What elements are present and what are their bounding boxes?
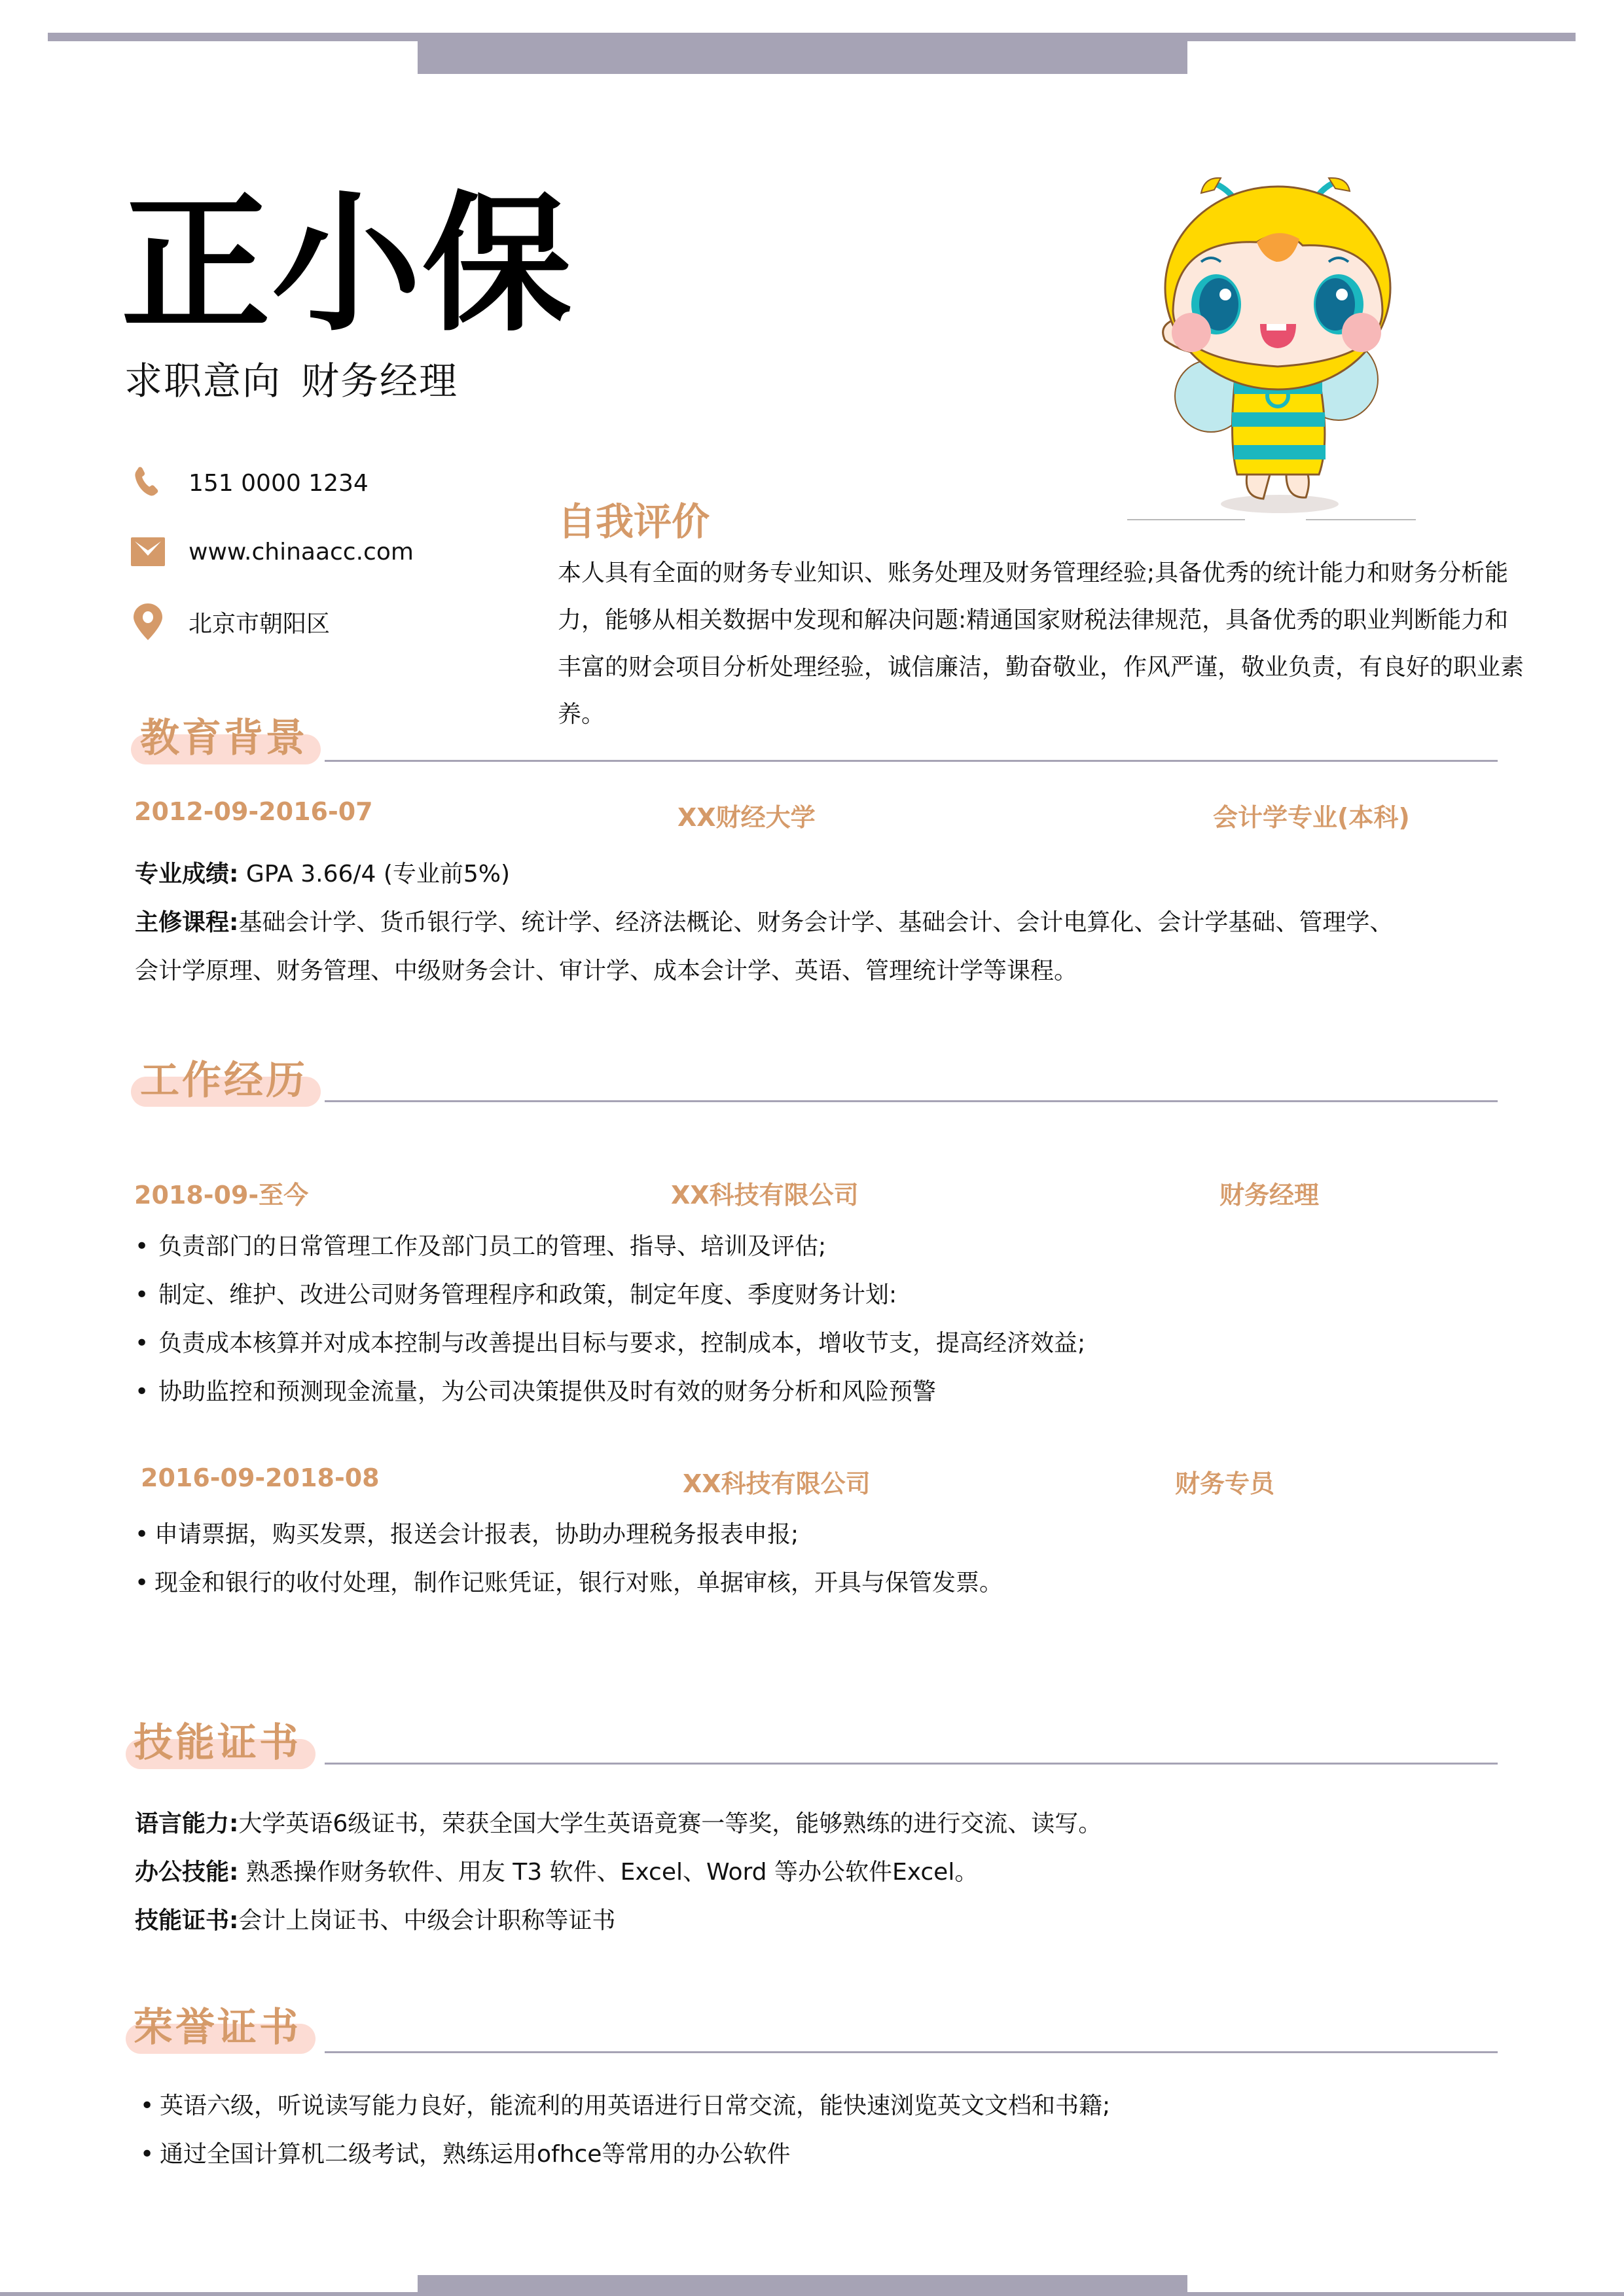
courses-line	[135, 899, 1393, 947]
section-divider	[325, 1100, 1498, 1102]
list-item: • 负责成本核算并对成本控制与改善提出目标与要求，控制成本，增收节支，提高经济效益;	[135, 1319, 1085, 1368]
section-title: 工作经历	[140, 1058, 308, 1103]
bottom-divider-bar	[0, 2292, 1624, 2296]
list-item: • 协助监控和预测现金流量，为公司决策提供及时有效的财务分析和风险预警	[135, 1368, 1085, 1416]
education-period: 2012-09-2016-07	[134, 797, 373, 826]
skill-value: 熟悉操作财务软件、用友 T3 软件、Excel、Word 等办公软件Excel。	[238, 1859, 979, 1886]
intent-value: 财务经理	[301, 359, 459, 403]
company-name: XX科技有限公司	[683, 1469, 871, 1498]
courses-text-1: 基础会计学、货币银行学、统计学、经济法概论、财务会计学、基础会计、会计电算化、会计学基础、管理学、	[238, 909, 1394, 936]
honors-list	[140, 2082, 1110, 2179]
phone-number: 151 0000 1234	[189, 469, 369, 497]
contact-phone	[131, 465, 369, 501]
gpa-line	[135, 850, 510, 899]
contact-address	[131, 603, 330, 640]
job-role: 财务专员	[1175, 1469, 1275, 1498]
job-role: 财务经理	[1219, 1181, 1320, 1210]
company-name: XX科技有限公司	[671, 1181, 859, 1210]
top-divider-bar	[48, 33, 1576, 41]
address-text: 北京市朝阳区	[189, 610, 331, 637]
contact-website	[131, 533, 414, 570]
gpa-label: 专业成绩:	[135, 861, 239, 888]
courses-text-2: 会计学原理、财务管理、中级财务会计、审计学、成本会计学、英语、管理统计学等课程。	[135, 958, 1078, 984]
skill-office	[135, 1848, 978, 1897]
job-period: 2018-09-至今	[134, 1181, 309, 1210]
skill-certificates	[135, 1897, 615, 1945]
section-title: 荣誉证书	[134, 2005, 301, 2051]
job-intention	[124, 350, 458, 405]
job-1-duties	[135, 1223, 1085, 1416]
section-divider	[325, 2051, 1498, 2053]
section-title: 技能证书	[134, 1720, 301, 1766]
section-title: 教育背景	[140, 715, 308, 761]
list-item: • 英语六级，听说读写能力良好，能流利的用英语进行日常交流，能快速浏览英文文档和书籍;	[140, 2082, 1110, 2130]
courses-label: 主修课程:	[135, 909, 239, 936]
mascot-baseline-left	[1127, 519, 1245, 520]
section-divider	[325, 760, 1498, 762]
bottom-tab-block	[418, 2275, 1187, 2292]
bee-mascot-illustration	[1139, 164, 1414, 520]
self-evaluation-title: 自我评价	[558, 499, 710, 544]
phone-icon	[131, 465, 165, 501]
list-item: • 通过全国计算机二级考试，熟练运用ofhce等常用的办公软件	[140, 2130, 1110, 2179]
section-divider	[325, 1763, 1498, 1765]
gpa-value: GPA 3.66/4 (专业前5%)	[238, 861, 511, 888]
mail-icon	[131, 533, 165, 570]
skill-label: 语言能力:	[135, 1810, 239, 1837]
courses-line-2	[135, 947, 1077, 996]
skill-value: 大学英语6级证书，荣获全国大学生英语竟赛一等奖，能够熟练的进行交流、读写。	[238, 1810, 1102, 1837]
skill-label: 办公技能:	[135, 1859, 239, 1886]
candidate-name: 正小保	[121, 177, 573, 351]
intent-label: 求职意向	[124, 359, 282, 403]
mascot-baseline-right	[1306, 519, 1416, 520]
list-item: • 申请票据，购买发票，报送会计报表，协助办理税务报表申报;	[135, 1511, 1003, 1559]
top-tab-block	[418, 41, 1187, 74]
job-period: 2016-09-2018-08	[141, 1463, 380, 1492]
self-evaluation-text: 本人具有全面的财务专业知识、账务处理及财务管理经验;具备优秀的统计能力和财务分析能力，能够从相关数据中发现和解决问题:精通国家财税法律规范，具备优秀的职业判断能力和丰富的财会项目分析处理经验，诚信廉洁，勤奋敬业，作风严谨，敬业负责，有良好的职业素养。	[558, 560, 1525, 728]
job-2-duties	[135, 1511, 1003, 1607]
list-item: • 制定、维护、改进公司财务管理程序和政策，制定年度、季度财务计划:	[135, 1271, 1085, 1319]
skill-value: 会计上岗证书、中级会计职称等证书	[238, 1907, 616, 1934]
list-item: • 现金和银行的收付处理，制作记账凭证，银行对账，单据审核，开具与保管发票。	[135, 1559, 1003, 1607]
list-item: • 负责部门的日常管理工作及部门员工的管理、指导、培训及评估;	[135, 1223, 1085, 1271]
school-name: XX财经大学	[677, 803, 816, 832]
location-pin-icon	[131, 603, 165, 640]
major: 会计学专业(本科)	[1213, 803, 1410, 832]
website-link[interactable]: www.chinaacc.com	[189, 538, 414, 565]
skill-language	[135, 1800, 1102, 1848]
skill-label: 技能证书:	[135, 1907, 239, 1934]
